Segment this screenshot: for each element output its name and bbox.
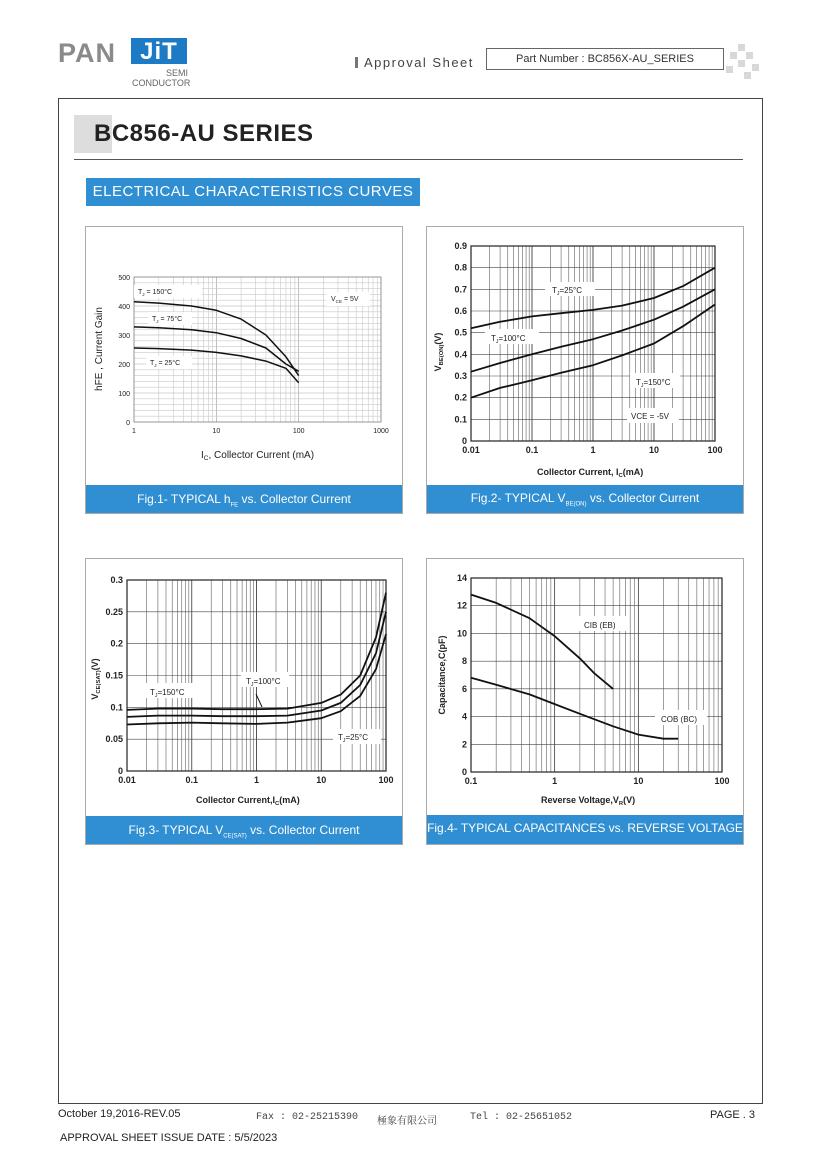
fig3-panel <box>85 558 403 845</box>
y-tick-label: 2 <box>461 739 467 750</box>
y-tick-label: 100 <box>118 391 130 398</box>
footer-company: 極象有限公司 <box>377 1117 437 1128</box>
y-tick-label: 200 <box>118 362 130 369</box>
y-tick-label: 0.1 <box>454 414 467 425</box>
y-axis-label: $V_{CE(SAT)}(V)$ <box>90 658 102 700</box>
fig3-chart <box>86 559 402 816</box>
y-tick-label: 0 <box>126 420 130 427</box>
y-tick-label: 14 <box>456 573 467 583</box>
x-axis-label: Reverse $Voltage,V_R(V)$ <box>541 795 636 807</box>
footer-fax: Fax : 02-25215390 <box>256 1112 359 1123</box>
fig2-panel <box>426 226 744 514</box>
fig1-caption-suffix: vs. Collector Current <box>238 492 351 506</box>
y-tick-label: 0.7 <box>454 284 467 295</box>
y-tick-label: 0 <box>461 436 467 446</box>
y-tick-label: 0 <box>117 766 123 776</box>
fig3-caption-suffix: vs. Collector Current <box>246 823 360 837</box>
annotation-label: $T_J=100^\circ C$ <box>246 677 281 688</box>
fig1-caption-sub: FE <box>230 502 239 509</box>
footer-date-rev: October 19,2016-REV.05 <box>58 1108 181 1120</box>
y-axis-label: Capacitance,C(pF) <box>437 635 447 715</box>
x-tick-label: 10 <box>633 776 644 786</box>
x-tick-label: 10 <box>316 775 327 785</box>
footer-issue-date: APPROVAL SHEET ISSUE DATE : 5/5/2023 <box>60 1132 278 1144</box>
panjit-logo <box>58 38 198 90</box>
annotation-label: $T_J = 25^\circ C$ <box>150 360 181 368</box>
y-tick-label: 6 <box>461 683 467 694</box>
y-tick-label: 0.15 <box>105 670 123 681</box>
annotation-label: $T_J=25^\circ C$ <box>552 286 583 297</box>
title-divider <box>74 159 743 160</box>
annotation-label: $T_J=150^\circ C$ <box>150 688 185 699</box>
y-tick-label: 300 <box>118 333 130 340</box>
fig3-caption-prefix: Fig.3- TYPICAL V <box>128 823 224 837</box>
y-tick-label: 4 <box>461 711 467 722</box>
fig1-caption <box>86 485 402 513</box>
y-tick-label: 0.4 <box>454 349 467 360</box>
part-number-box: Part Number : BC856X-AU_SERIES <box>486 48 724 70</box>
footer-page-number: PAGE . 3 <box>710 1109 756 1121</box>
y-tick-label: 0.9 <box>454 241 467 251</box>
fig4-chart <box>427 559 743 815</box>
y-tick-label: 500 <box>118 275 130 282</box>
x-tick-label: 10 <box>212 428 221 435</box>
x-tick-label: 100 <box>292 428 305 435</box>
y-tick-label: 0.25 <box>105 606 123 617</box>
annotation-label: $T_J = 75^\circ C$ <box>152 316 183 324</box>
fig2-caption-sub: BE(ON) <box>565 501 587 508</box>
fig1-caption-prefix: Fig.1- TYPICAL h <box>137 492 231 506</box>
logo-semi-text: SEMI <box>166 68 189 78</box>
fig1-chart <box>86 227 402 485</box>
x-axis-label: Collector Current, $I_C(mA)$ <box>537 467 644 479</box>
x-tick-label: 100 <box>714 776 730 786</box>
y-tick-label: 0.3 <box>110 575 123 585</box>
fig4-panel <box>426 558 744 845</box>
y-tick-label: 8 <box>461 656 467 667</box>
x-tick-label: 1 <box>552 776 558 786</box>
y-tick-label: 10 <box>456 628 467 639</box>
y-axis-label: hFE , Current Gain <box>94 307 105 391</box>
y-tick-label: 12 <box>456 600 467 611</box>
x-axis-label: $I_C$, Collector Current (mA) <box>201 450 315 462</box>
footer-tel: Tel : 02-25651052 <box>470 1112 573 1123</box>
x-tick-label: 1 <box>590 445 596 455</box>
y-tick-label: 0.8 <box>454 262 467 273</box>
y-tick-label: 0 <box>461 767 467 777</box>
section-title: ELECTRICAL CHARACTERISTICS CURVES <box>86 178 420 206</box>
y-tick-label: 0.3 <box>454 371 467 381</box>
page-title: BC856-AU SERIES <box>94 120 314 147</box>
y-tick-label: 0.2 <box>454 392 467 403</box>
annotation-label: VCE = -5V <box>631 412 670 421</box>
approval-sheet-label: Approval Sheet <box>364 55 474 70</box>
fig2-caption-suffix: vs. Collector Current <box>586 491 700 505</box>
annotation-label: $V_{CE} = 5V$ <box>331 296 359 304</box>
x-axis-label: Collector $Current,I_C(mA)$ <box>196 795 300 807</box>
fig2-caption <box>427 485 743 513</box>
fig1-panel <box>85 226 403 514</box>
x-tick-label: 0.1 <box>464 776 478 786</box>
annotation-label: COB (BC) <box>661 715 697 724</box>
y-tick-label: 0.6 <box>454 306 467 316</box>
y-tick-label: 0.1 <box>110 702 123 713</box>
fig3-caption-sub: CE(SAT) <box>223 833 247 840</box>
y-tick-label: 0.05 <box>105 734 123 745</box>
fig2-chart <box>427 227 743 485</box>
x-tick-label: 10 <box>648 445 660 455</box>
logo-jit-text: JiT <box>131 38 187 64</box>
fig4-caption <box>427 815 743 844</box>
x-tick-label: 0.1 <box>185 775 199 785</box>
annotation-label: $T_J=25^\circ C$ <box>338 733 369 744</box>
logo-pan-text: PAN <box>58 38 117 68</box>
logo-conductor-text: CONDUCTOR <box>132 78 191 88</box>
y-tick-label: 400 <box>118 304 130 311</box>
annotation-label: $T_J=150^\circ C$ <box>636 378 671 389</box>
y-tick-label: 0.5 <box>454 327 467 338</box>
fig2-caption-prefix: Fig.2- TYPICAL V <box>470 491 566 505</box>
series-line-2 <box>471 678 678 739</box>
x-tick-label: 100 <box>378 775 394 785</box>
x-tick-label: 0.1 <box>525 445 539 455</box>
annotation-label: CIB (EB) <box>584 621 616 630</box>
x-tick-label: 100 <box>707 445 723 455</box>
annotation-label: $T_J = 150^\circ C$ <box>138 289 173 297</box>
annotation-label: $T_J=100^\circ C$ <box>491 334 526 345</box>
approval-bar-icon <box>355 57 358 68</box>
y-axis-label: $V_{BE(ON)}(V)$ <box>433 332 445 372</box>
x-tick-label: 1 <box>253 775 260 785</box>
x-tick-label: 0.01 <box>118 775 136 785</box>
x-tick-label: 1000 <box>373 428 389 435</box>
y-tick-label: 0.2 <box>110 638 123 649</box>
x-tick-label: 1 <box>132 428 136 435</box>
annotation-arrow <box>256 694 262 707</box>
x-tick-label: 0.01 <box>462 445 480 455</box>
fig3-caption <box>86 816 402 844</box>
fig4-caption-prefix: Fig.4- TYPICAL CAPACITANCES vs. REVERSE VOLTAGE <box>427 821 743 835</box>
